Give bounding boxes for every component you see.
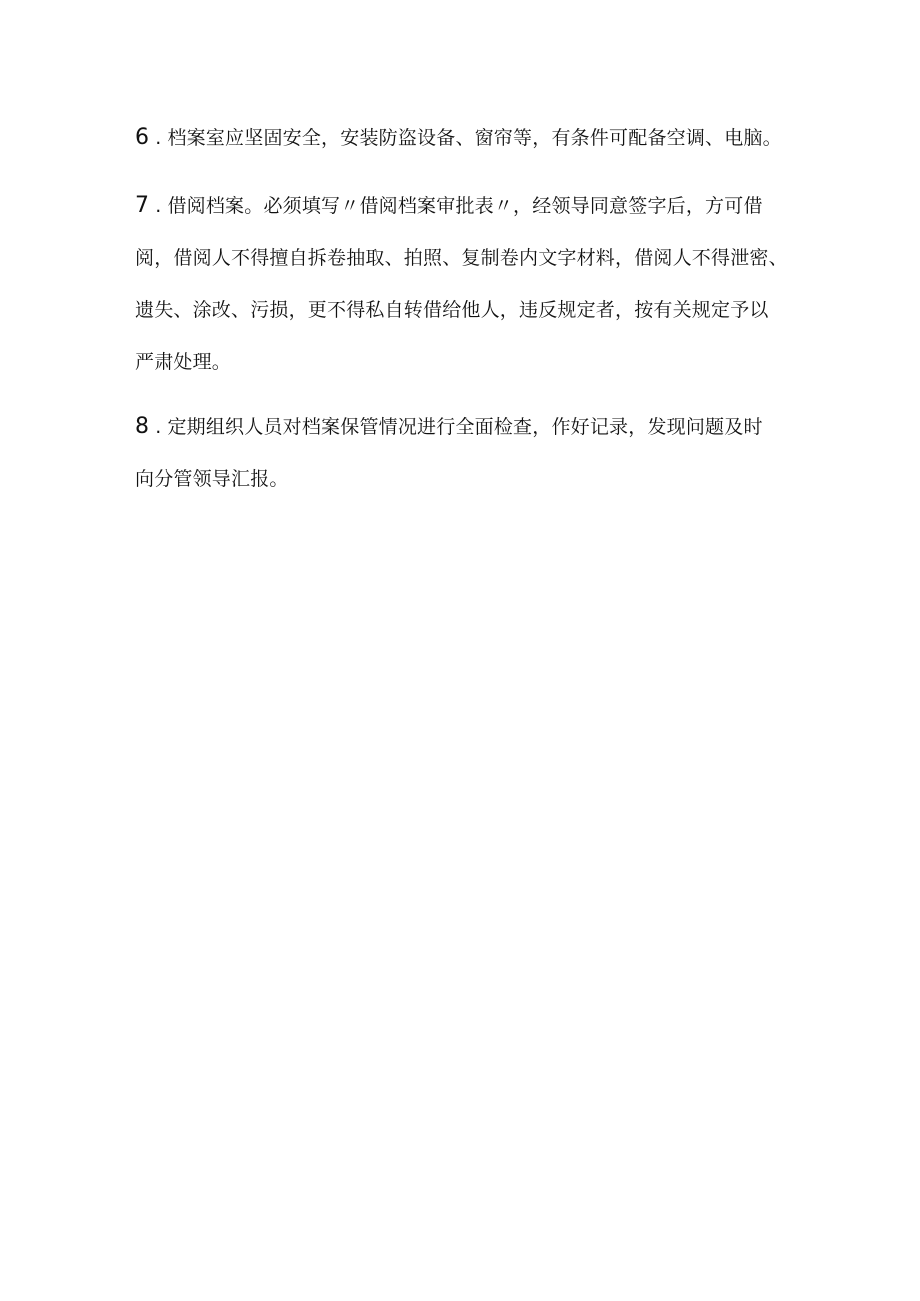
item-8-line-1 [135, 401, 825, 453]
item-6-number: 6 [135, 125, 150, 150]
item-7-number: 7 [135, 193, 150, 218]
item-8-text-line-2: 向分管领导汇报。 [135, 468, 289, 490]
item-7-text-line-3: 遗失、涂改、污损，更不得私自转借给他人，违反规定者，按有关规定予以 [135, 299, 769, 321]
item-6-line-1 [135, 112, 825, 164]
item-8-text-line-1: 定期组织人员对档案保管情况进行全面检查，作好记录，发现问题及时 [167, 416, 763, 438]
item-6-text-line-1: 档案室应坚固安全，安装防盗设备、窗帘等，有条件可配备空调、电脑。 [167, 127, 782, 149]
item-8-number: 8 [135, 414, 150, 439]
list-item-6 [135, 112, 825, 164]
item-6-separator: . [155, 127, 162, 149]
item-8-separator: . [155, 416, 162, 438]
item-7-text-line-4: 严肃处理。 [135, 351, 232, 373]
item-7-separator: . [155, 195, 162, 217]
item-7-text-line-2: 阅，借阅人不得擅自拆卷抽取、拍照、复制卷内文字材料，借阅人不得泄密、 [135, 247, 788, 269]
list-item-7 [135, 180, 825, 388]
item-7-text-line-1: 借阅档案。必须填写〃借阅档案审批表〃，经领导同意签字后，方可借 [167, 195, 763, 217]
list-item-8 [135, 401, 825, 505]
item-7-line-1 [135, 180, 825, 232]
